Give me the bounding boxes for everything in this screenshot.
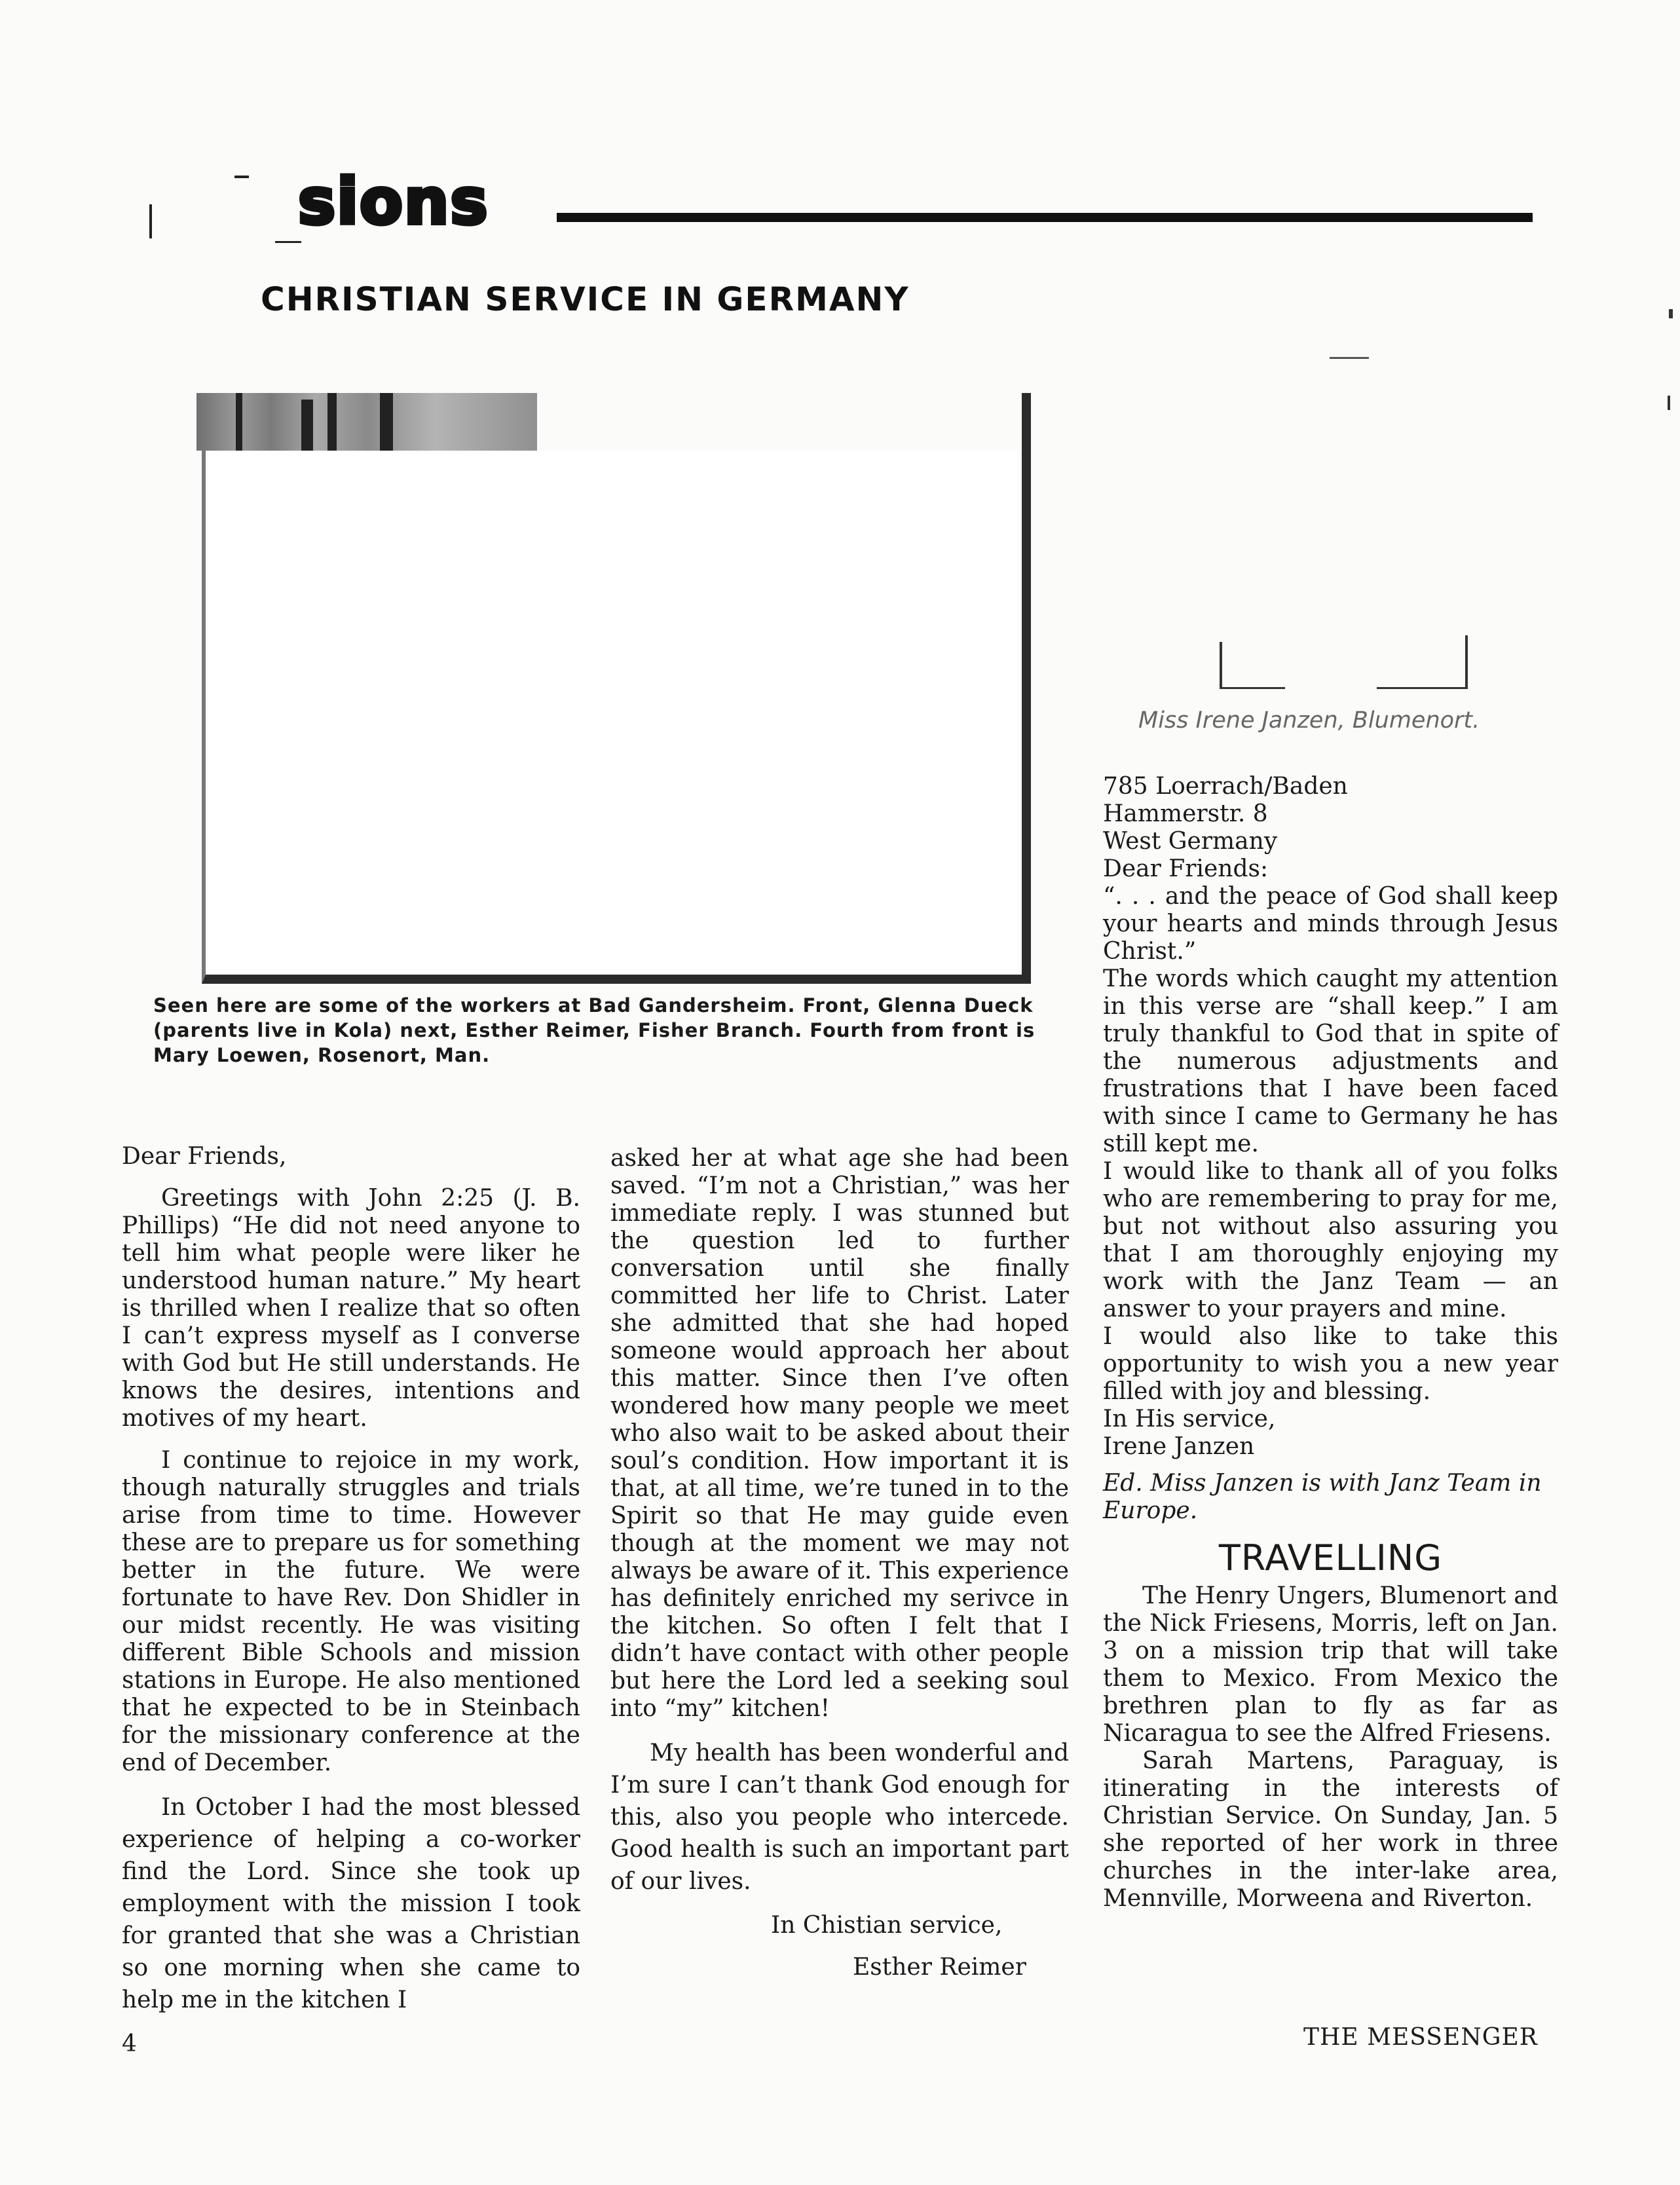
letter1-column-1 — [122, 1143, 580, 2030]
travelling-paragraph: The Henry Ungers, Blumenort and the Nick Friesens, Morris, left on Jan. 3 on a mission trip that will take them to Mexico. From Mexico the brethren plan to fly as far as Nicaragua to see the Alfred Friesens. — [1103, 1582, 1558, 1747]
letter1-column-2 — [610, 1145, 1069, 1996]
header-rule — [557, 213, 1533, 222]
travelling-paragraph: Sarah Martens, Paraguay, is itinerating in the interests of Christian Service. On Sunday, Jan. 5 she reported of her work in three churches in the inter-lake area, Mennville, Morweena and Riverton. — [1103, 1747, 1558, 1912]
portrait-caption: Miss Irene Janzen, Blumenort. — [1138, 707, 1480, 734]
portrait-edge — [1377, 687, 1467, 689]
letter1-paragraph: I continue to rejoice in my work, though naturally struggles and trials arise from time to time. However these are to prepare us for something better in the future. We were fortunate to have Rev. Don Shidler in our midst recently. He was visiting different Bible Schools and mission stations in Europe. He also mentioned that he expected to be in Steinbach for the missionary conference at the end of December. — [122, 1447, 580, 1776]
letter1-paragraph: My health has been wonderful and I’m sure I can’t thank God enough for this, also you people who intercede. Good health is such an important part of our lives. — [610, 1740, 1069, 1895]
letter1-paragraph: In October I had the most blessed experience of helping a co-worker find the Lord. Since she took up employment with the mission I took for granted that she was a Christian so one morning when she came to help me in the kitchen I — [122, 1794, 580, 2013]
photo-caption: Seen here are some of the workers at Bad Gandersheim. Front, Glenna Dueck (parents live in Kola) next, Esther Reimer, Fisher Branch. Fourth from front is Mary Loewen, Rosenort, Man. — [153, 994, 1036, 1066]
section-title: sions — [298, 165, 489, 238]
crop-mark — [234, 176, 249, 178]
edge-mark — [1668, 396, 1670, 410]
address-line: West Germany — [1103, 828, 1278, 855]
letter2-closing: In His service, — [1103, 1406, 1276, 1432]
letter1-signature: Esther Reimer — [853, 1954, 1026, 1981]
letter2-verse: “. . . and the peace of God shall keep your hearts and minds through Jesus Christ.” — [1103, 883, 1558, 965]
letter1-paragraph: asked her at what age she had been saved. “I’m not a Christian,” was her immediate reply. I was stunned but the question led to further conversation until she finally committed her life to Christ. Later she admitted that she had hoped someone would approach her about this matter. Since then I’ve often wondered how many people we meet who also wait to be asked about their soul’s condition. How important it is that, at all time, we’re tuned in to the Spirit so that He may guide even though at the moment we may not always be aware of it. This experience has definitely enriched my serivce in the kitchen. So often I felt that I didn’t have contact with other people but here the Lord led a seeking soul into “my” kitchen! — [610, 1145, 1069, 1722]
portrait-edge — [1220, 687, 1285, 689]
crop-mark — [149, 204, 152, 238]
editor-note: Ed. Miss Janzen is with Janz Team in Europe. — [1103, 1470, 1542, 1524]
travelling-heading: TRAVELLING — [1218, 1537, 1443, 1578]
portrait-edge — [1465, 635, 1468, 689]
crop-mark — [275, 241, 301, 243]
article-headline: CHRISTIAN SERVICE IN GERMANY — [261, 280, 910, 318]
letter2-paragraph: I would like to thank all of you folks who are remembering to pray for me, but not without also assuring you that I am thoroughly enjoying my work with the Janz Team — an answer to your prayers and mine. — [1103, 1158, 1558, 1322]
letter1-salutation: Dear Friends, — [122, 1143, 287, 1170]
publication-name: THE MESSENGER — [1303, 2024, 1538, 2051]
portrait-edge — [1220, 642, 1222, 689]
address-line: 785 Loerrach/Baden — [1103, 773, 1348, 800]
portrait-edge — [1330, 357, 1369, 359]
letter2-paragraph: I would also like to take this opportunity to wish you a new year filled with joy and blessing. — [1103, 1323, 1558, 1405]
address-line: Hammerstr. 8 — [1103, 800, 1268, 827]
letter2-signature: Irene Janzen — [1103, 1433, 1255, 1460]
letter1-paragraph: Greetings with John 2:25 (J. B. Phillips) “He did not need anyone to tell him what people were liker he understood human nature.” My heart is thrilled when I realize that so often I can’t express myself as I converse with God but He still understands. He knows the desires, intentions and motives of my heart. — [122, 1185, 580, 1432]
edge-mark — [1669, 309, 1673, 318]
letter1-closing: In Chistian service, — [771, 1912, 1003, 1939]
letter2-column — [1103, 773, 1558, 1913]
letter2-salutation: Dear Friends: — [1103, 855, 1269, 882]
photo-redacted-area — [208, 451, 1018, 975]
page-number: 4 — [122, 2030, 137, 2057]
letter2-paragraph: The words which caught my attention in this verse are “shall keep.” I am truly thankful to God that in spite of the numerous adjustments and frustrations that I have been faced with since I came to Germany he has still kept me. — [1103, 965, 1558, 1157]
